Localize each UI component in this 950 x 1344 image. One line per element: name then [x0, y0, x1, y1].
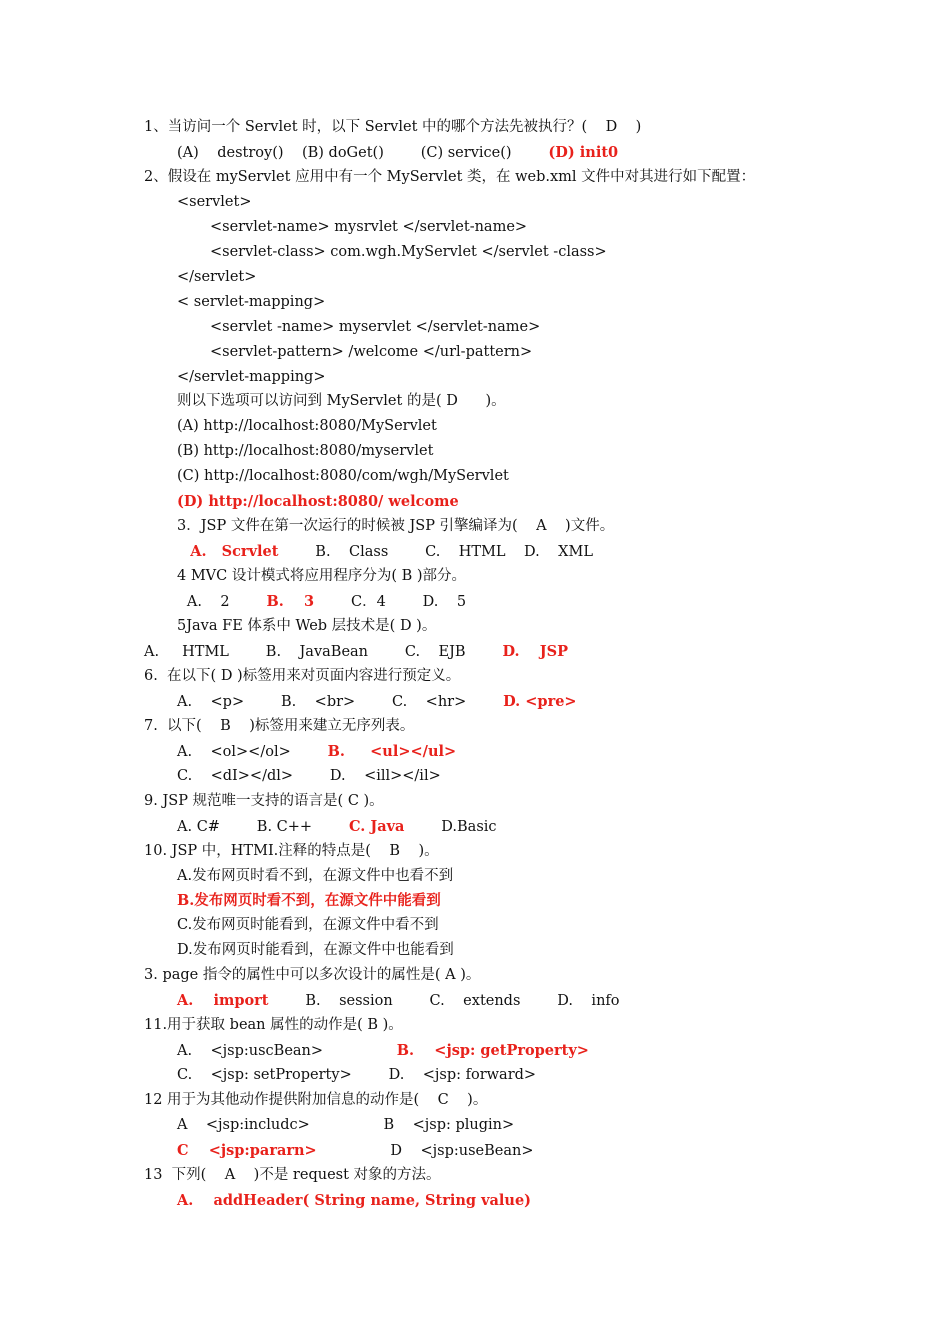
- document-line: [144, 1163, 441, 1188]
- line-text: C．4 D. 5: [314, 594, 467, 611]
- document-line: [144, 639, 568, 664]
- document-line: [177, 913, 439, 938]
- document-line: [177, 190, 252, 215]
- document-line: [144, 115, 641, 140]
- document-line: [210, 315, 540, 340]
- document-line: [187, 589, 466, 614]
- line-text: A. <jsp:uscBean>: [177, 1043, 397, 1060]
- document-line: [177, 864, 453, 889]
- document-line: [177, 938, 454, 963]
- document-line: [190, 539, 593, 564]
- document-line: [177, 290, 325, 315]
- document-line: [177, 764, 441, 789]
- document-line: [177, 1138, 533, 1163]
- line-text: 则以下选项可以访问到 MyServlet 的是( D )。: [177, 393, 506, 410]
- document-line: [177, 365, 326, 390]
- document-line: [177, 389, 506, 414]
- line-text: 3．JSP 文件在第一次运行的时候被 JSP 引擎编译为( A )文件。: [177, 518, 615, 535]
- document-line: [144, 839, 439, 864]
- document-line: [177, 564, 466, 589]
- document-line: [144, 165, 755, 190]
- document-line: [210, 340, 532, 365]
- line-text: 3. page 指令的属性中可以多次设计的属性是( A )。: [144, 967, 481, 984]
- line-text: <servlet>: [177, 193, 252, 210]
- document-line: [144, 963, 480, 988]
- line-text: (C) http://localhost:8080/com/wgh/MyServlet: [177, 468, 509, 485]
- document-line: [177, 614, 436, 639]
- line-text: 6. 在以下( D )标签用来对页面内容进行预定义。: [144, 667, 461, 684]
- document-line: [177, 140, 618, 165]
- line-text: 7. 以下( B )标签用来建立无序列表。: [144, 717, 415, 734]
- line-text: 4 MVC 设计模式将应用程序分为( B )部分。: [177, 568, 467, 585]
- document-line: [177, 888, 441, 913]
- document-line: [144, 714, 414, 739]
- document-line: [177, 739, 456, 764]
- answer-text: B.发布网页时看不到，在源文件中能看到: [177, 892, 441, 910]
- answer-text: C. Java: [348, 817, 405, 835]
- answer-text: B. <ul></ul>: [327, 742, 457, 760]
- document-line: [177, 1188, 531, 1213]
- document-line: [210, 215, 527, 240]
- answer-text: (D) init0: [548, 143, 619, 161]
- document-line: [177, 689, 577, 714]
- line-text: D <jsp:useBean>: [316, 1142, 534, 1159]
- document-line: [177, 439, 433, 464]
- line-text: 5Java FE 体系中 Web 层技术是( D )。: [177, 618, 437, 634]
- answer-text: D. JSP: [502, 642, 568, 660]
- line-text: B. session C. extends D. info: [268, 993, 620, 1010]
- line-text: <servlet-name> mysrvlet </servlet-name>: [210, 218, 528, 235]
- answer-text: A. addHeader( String name, String value): [177, 1191, 532, 1209]
- document-line: [177, 814, 497, 839]
- line-text: </servlet-mapping>: [177, 368, 326, 385]
- document-line: [177, 265, 256, 290]
- answer-text: A. import: [177, 992, 269, 1010]
- answer-text: (D) http://localhost:8080/ welcome: [177, 493, 459, 511]
- line-text: <servlet-pattern> /welcome </url-pattern>: [210, 343, 533, 360]
- line-text: < servlet-mapping>: [177, 293, 326, 310]
- line-text: </servlet>: [177, 268, 257, 285]
- line-text: A <jsp:includc> B <jsp: plugin>: [177, 1117, 515, 1133]
- line-text: C.发布网页时能看到，在源文件中看不到: [177, 917, 439, 934]
- line-text: (A) destroy() (B) doGet() (C) service(): [177, 144, 549, 161]
- line-text: D.发布网页时能看到，在源文件中也能看到: [177, 942, 454, 959]
- line-text: A. <ol></ol>: [177, 743, 328, 760]
- document-line: [210, 240, 607, 265]
- document-line: [177, 988, 620, 1013]
- line-text: A. 2: [186, 594, 267, 611]
- line-text: 11.用于获取 bean 属性的动作是( B )。: [144, 1017, 403, 1034]
- document-line: [177, 1113, 514, 1138]
- document-line: [177, 489, 459, 514]
- line-text: C. <dI></dl> D. <ill></il>: [177, 767, 441, 784]
- document-line: [177, 1063, 536, 1088]
- document-line: [177, 414, 437, 439]
- line-text: <servlet -name> myservlet </servlet-name>: [210, 318, 541, 335]
- answer-text: D. <pre>: [503, 692, 577, 710]
- line-text: (B) http://localhost:8080/myservlet: [177, 443, 434, 460]
- line-text: A. C# B. C++: [177, 818, 349, 835]
- line-text: D.Basic: [404, 818, 497, 835]
- answer-text: A. Scrvlet: [190, 543, 279, 561]
- document-line: [144, 664, 460, 689]
- line-text: (A) http://localhost:8080/MyServlet: [177, 418, 437, 435]
- document-line: [177, 464, 509, 489]
- document-line: [144, 1088, 487, 1113]
- line-text: 13 下列( A )不是 request 对象的方法。: [144, 1166, 441, 1183]
- line-text: 10. JSP 中，HTMI.注释的特点是( B )。: [144, 842, 439, 859]
- line-text: <servlet-class> com.wgh.MyServlet </servlet -class>: [210, 243, 607, 260]
- answer-text: C <jsp:pararn>: [177, 1141, 317, 1159]
- line-text: A.发布网页时看不到，在源文件中也看不到: [177, 867, 454, 884]
- line-text: A. HTML B. JavaBean C. EJB: [144, 643, 503, 660]
- document-line: [177, 514, 614, 539]
- line-text: A. <p> B. <br> C. <hr>: [177, 693, 504, 710]
- line-text: 9. JSP 规范唯一支持的语言是( C )。: [144, 792, 384, 809]
- document-line: [144, 789, 384, 814]
- line-text: C. <jsp: setProperty> D. <jsp: forward>: [177, 1067, 537, 1084]
- line-text: 2、假设在 myServlet 应用中有一个 MyServlet 类，在 web.xml 文件中对其进行如下配置：: [144, 168, 756, 185]
- line-text: 1、当访问一个 Servlet 时，以下 Servlet 中的哪个方法先被执行？( D ): [144, 119, 642, 135]
- answer-text: B. 3: [266, 593, 315, 611]
- line-text: B. Class C. HTML D. XML: [278, 544, 593, 561]
- document-line: [144, 1013, 403, 1038]
- document-line: [177, 1038, 589, 1063]
- answer-text: B. <jsp: getProperty>: [396, 1042, 589, 1060]
- line-text: 12 用于为其他动作提供附加信息的动作是( C )。: [144, 1092, 488, 1109]
